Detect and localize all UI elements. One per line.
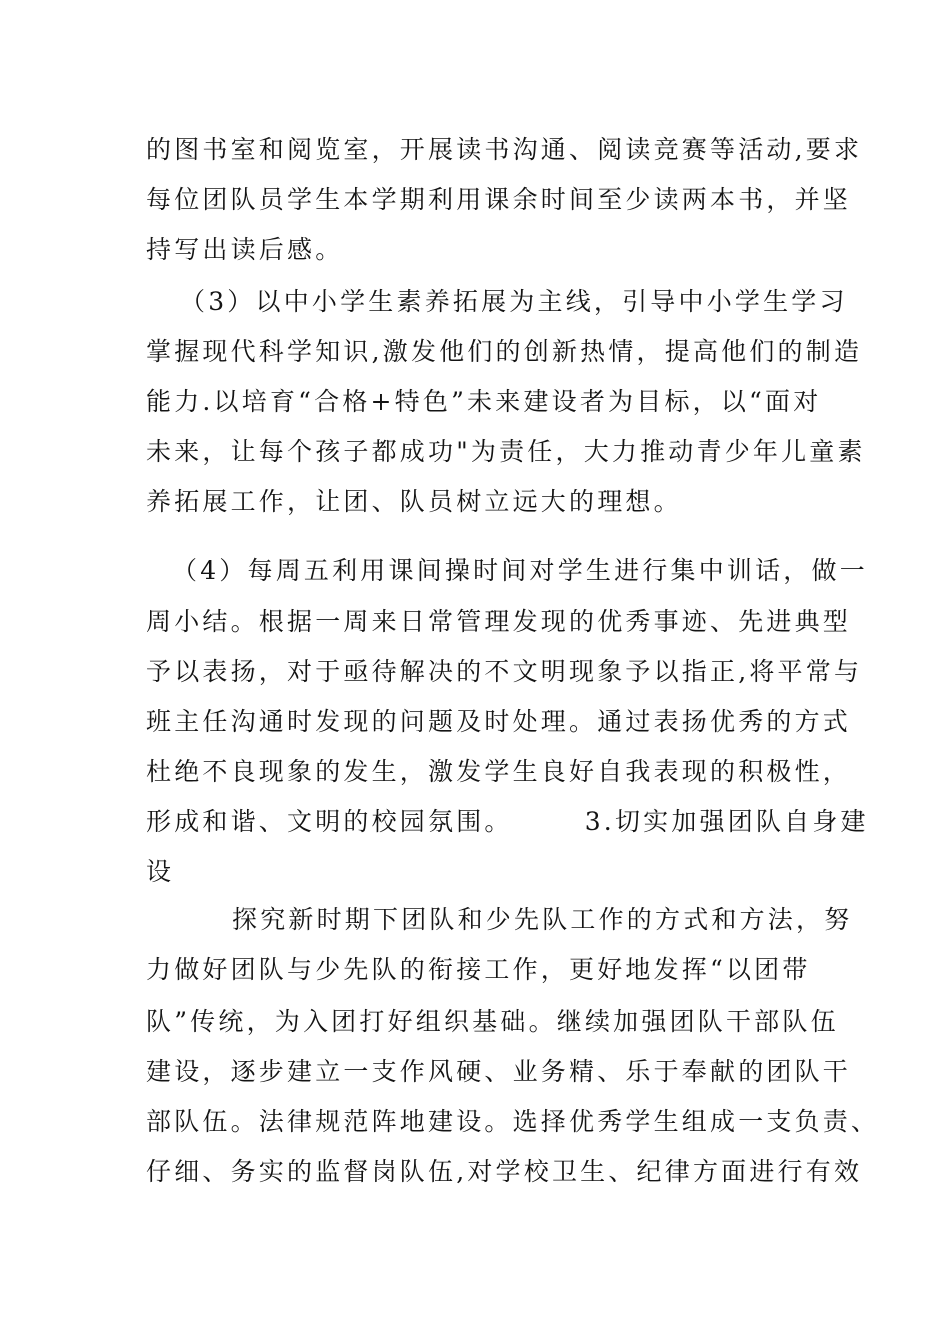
text-line: 予以表扬，对于亟待解决的不文明现象予以指正,将平常与 [146, 657, 863, 686]
text-line: 杜绝不良现象的发生，激发学生良好自我表现的积极性， [146, 757, 852, 786]
text-line: 部队伍。法律规范阵地建设。选择优秀学生组成一支负责、 [146, 1107, 880, 1136]
text-line: 建设，逐步建立一支作风硬、业务精、乐于奉献的团队干 [146, 1057, 852, 1086]
text-line: 队”传统，为入团打好组织基础。继续加强团队干部队伍 [146, 1007, 839, 1036]
text-line: 周小结。根据一周来日常管理发现的优秀事迹、先进典型 [146, 607, 852, 636]
text-line: 形成和谐、文明的校园氛围。 3.切实加强团队自身建 [146, 807, 869, 836]
text-line: 班主任沟通时发现的问题及时处理。通过表扬优秀的方式 [146, 707, 852, 736]
text-line: 探究新时期下团队和少先队工作的方式和方法，努 [232, 905, 853, 934]
text-line: 养拓展工作，让团、队员树立远大的理想。 [146, 487, 682, 516]
text-line: （4）每周五利用课间操时间对学生进行集中训话，做一 [172, 556, 868, 585]
text-line: 每位团队员学生本学期利用课余时间至少读两本书，并坚 [146, 185, 852, 214]
text-line: 设 [146, 857, 175, 886]
text-line: 掌握现代科学知识,激发他们的创新热情，提高他们的制造 [146, 337, 863, 366]
text-line: 的图书室和阅览室，开展读书沟通、阅读竞赛等活动,要求 [146, 135, 863, 164]
text-line: 能力.以培育“合格+特色”未来建设者为目标，以“面对 [146, 387, 822, 416]
text-line: 持写出读后感。 [146, 235, 344, 264]
text-line: 力做好团队与少先队的衔接工作，更好地发挥“以团带 [146, 955, 811, 984]
text-line: 仔细、务实的监督岗队伍,对学校卫生、纪律方面进行有效 [146, 1157, 863, 1186]
text-line: （3）以中小学生素养拓展为主线，引导中小学生学习 [180, 287, 848, 316]
text-line: 未来，让每个孩子都成功"为责任，大力推动青少年儿童素 [146, 437, 866, 466]
